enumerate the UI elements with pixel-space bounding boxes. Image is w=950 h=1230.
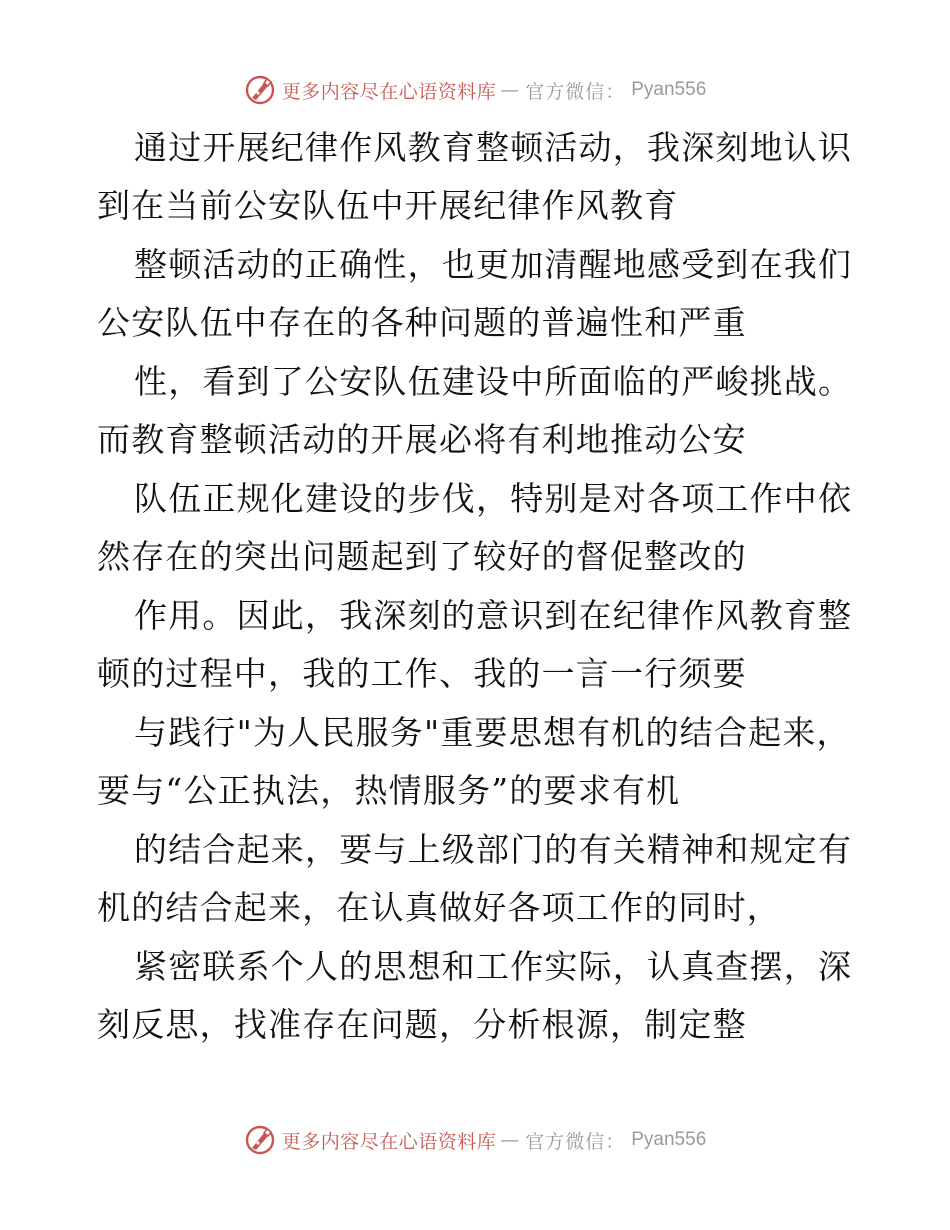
banner-site-text: 更多内容尽在心语资料库 [281,1130,497,1153]
body-line: 整顿活动的正确性，也更加清醒地感受到在我们 [134,245,853,284]
body-line: 队伍正规化建设的步伐，特别是对各项工作中依 [134,479,853,518]
body-line: 紧密联系个人的思想和工作实际，认真查摆，深 [134,947,853,986]
pen-nib-logo-icon [244,74,276,106]
banner-dash: — [500,1129,520,1151]
body-line: 通过开展纪律作风教育整顿活动，我深刻地认识 [134,128,853,167]
body-line: 刻反思，找准存在问题，分析根源，制定整 [97,1005,747,1044]
body-line: 的结合起来，要与上级部门的有关精神和规定有 [134,830,853,869]
header-banner [0,70,950,110]
body-line: 然存在的突出问题起到了较好的督促整改的 [97,537,747,576]
body-line: 公安队伍中存在的各种问题的普遍性和严重 [97,303,747,342]
banner-wechat-label: 官方微信： [525,1130,626,1153]
body-line: 作用。因此，我深刻的意识到在纪律作风教育整 [134,596,853,635]
footer-banner [0,1120,950,1160]
banner-site-text: 更多内容尽在心语资料库 [281,80,497,103]
body-line: 顿的过程中，我的工作、我的一言一行须要 [97,654,747,693]
pen-nib-logo-icon [244,1124,276,1156]
banner-wechat-id: Pyan556 [631,79,707,100]
body-line: 要与“公正执法，热情服务”的要求有机 [97,771,681,810]
body-line: 性，看到了公安队伍建设中所面临的严峻挑战。 [134,362,853,401]
body-line: 而教育整顿活动的开展必将有利地推动公安 [97,420,747,459]
body-line: 到在当前公安队伍中开展纪律作风教育 [97,186,679,225]
body-line: 与践行"为人民服务"重要思想有机的结合起来， [134,713,851,752]
banner-dash: — [500,79,520,101]
body-line: 机的结合起来，在认真做好各项工作的同时， [97,888,781,927]
banner-wechat-id: Pyan556 [631,1129,707,1150]
banner-wechat-label: 官方微信： [525,80,626,103]
